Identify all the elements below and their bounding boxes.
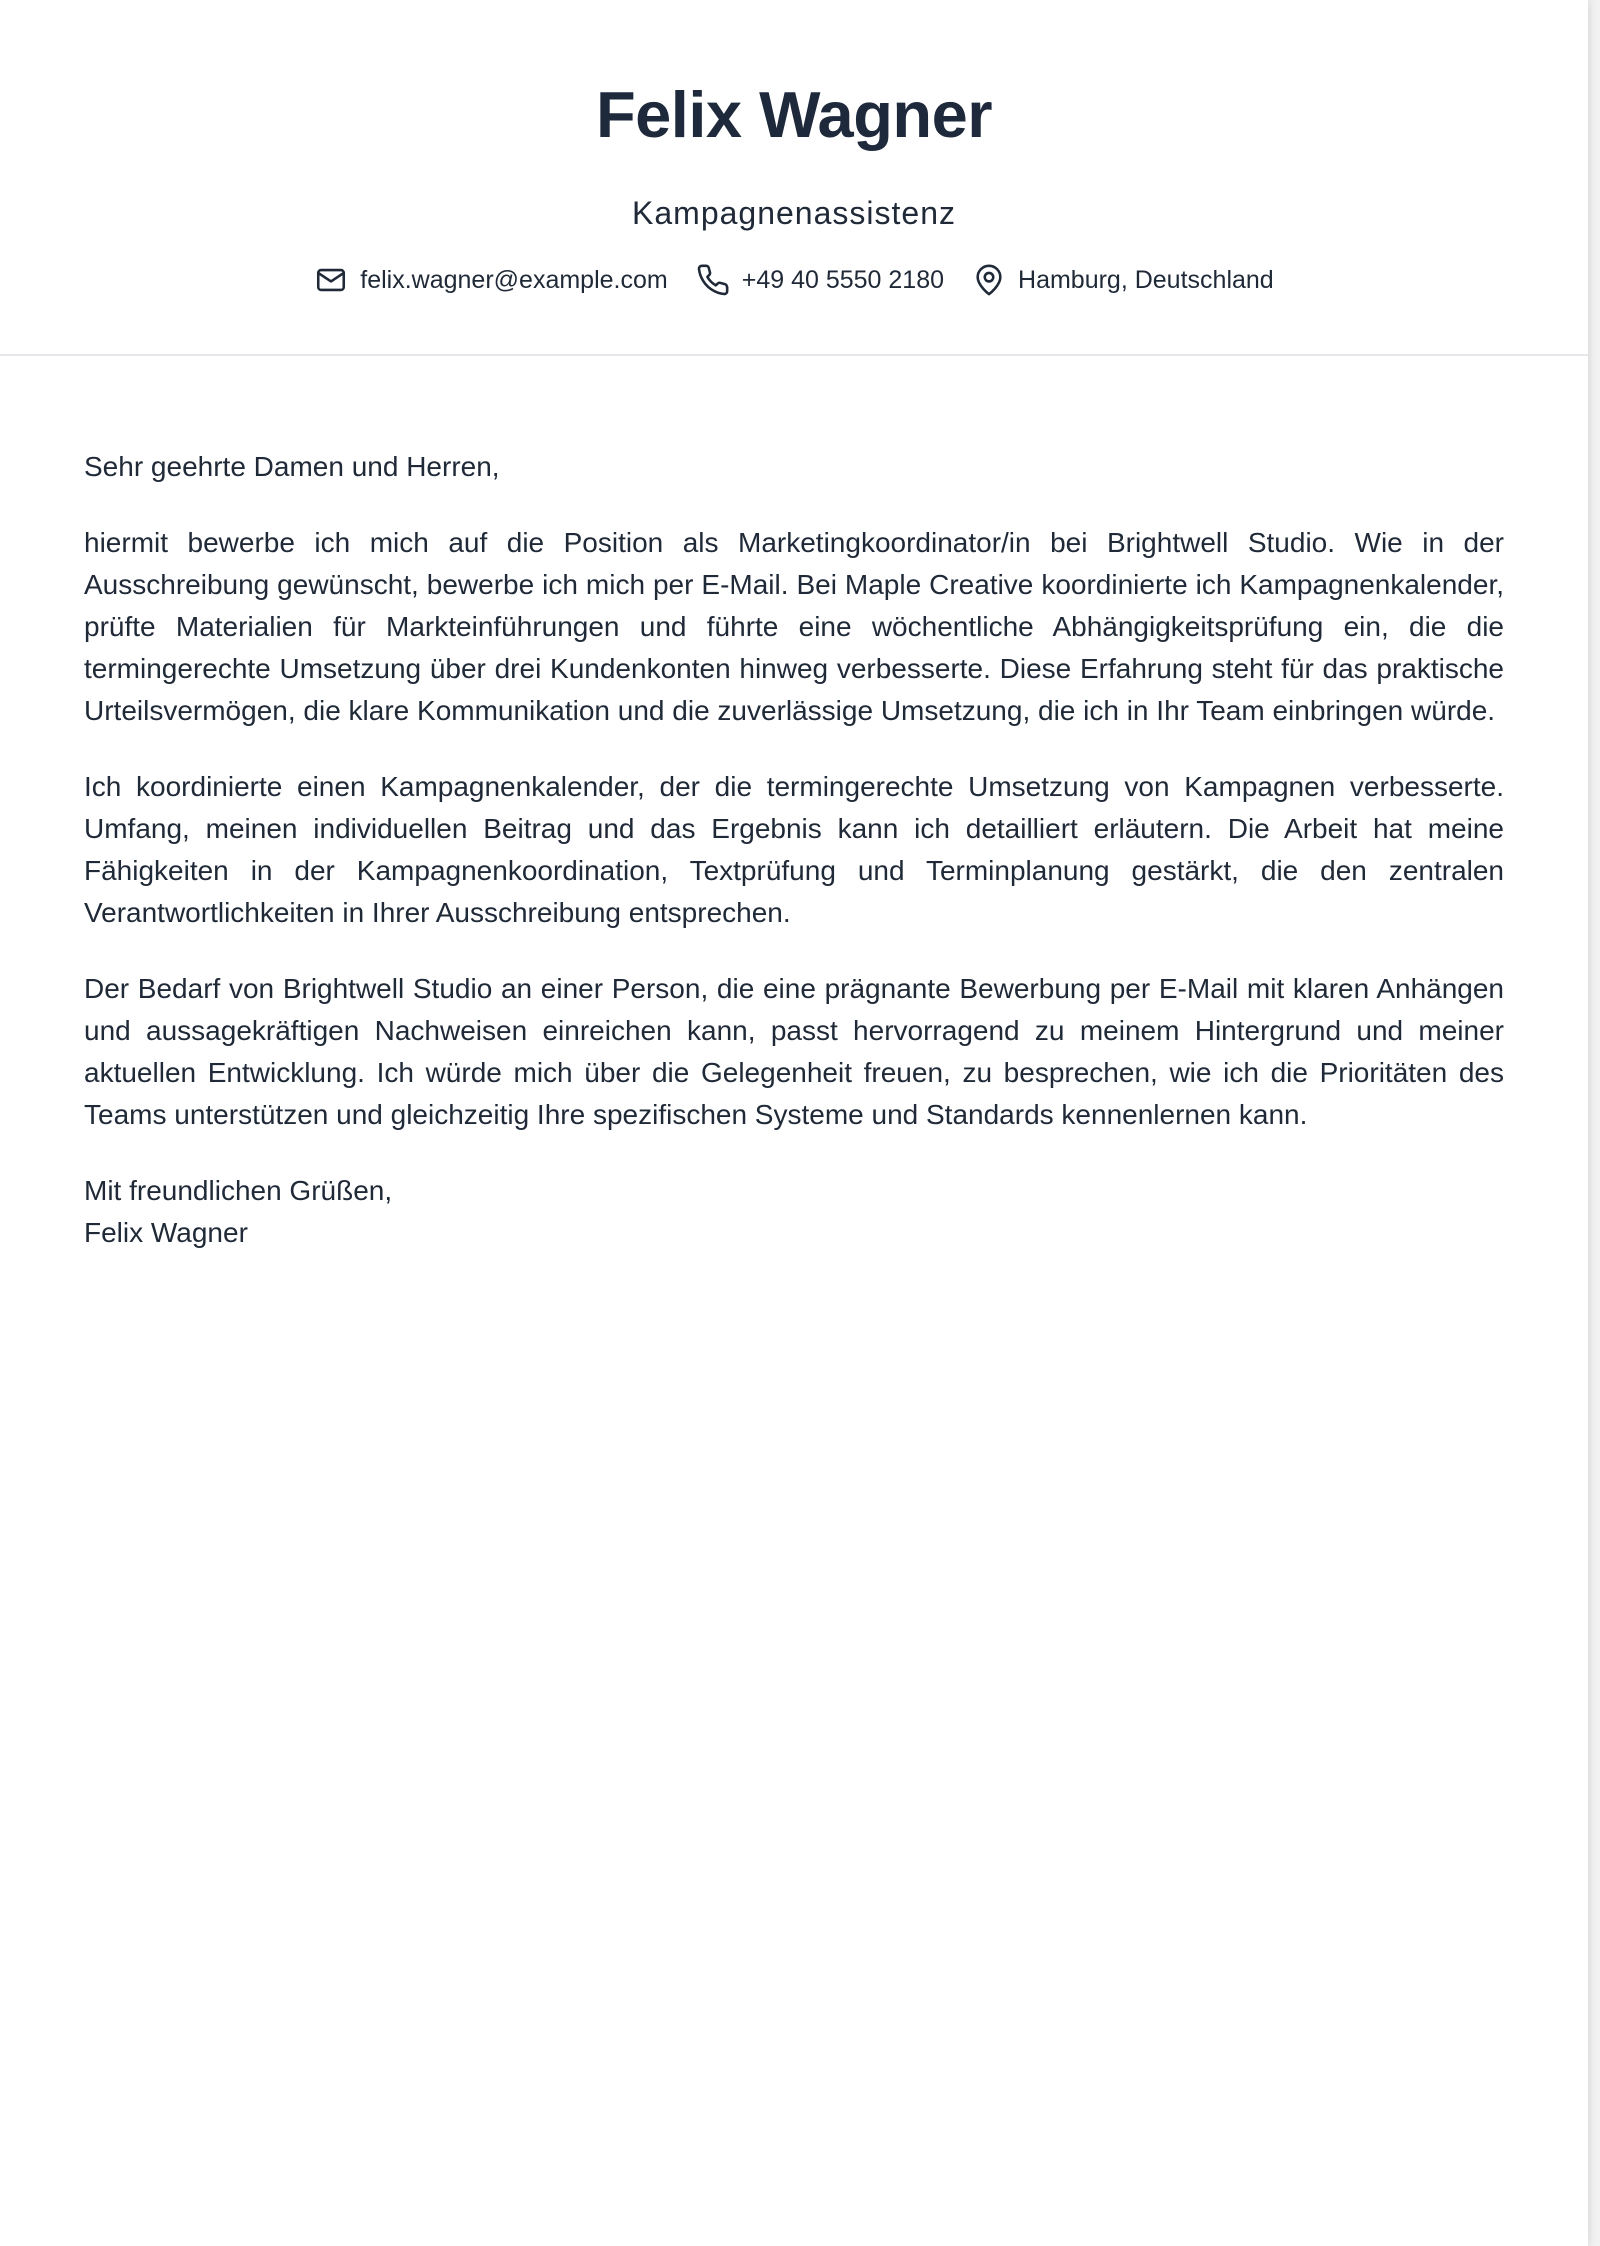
phone-icon xyxy=(696,263,730,297)
contact-phone-text: +49 40 5550 2180 xyxy=(741,266,945,294)
contact-email-text: felix.wagner@example.com xyxy=(360,266,668,294)
salutation: Sehr geehrte Damen und Herren, xyxy=(84,451,500,482)
mail-icon xyxy=(314,263,348,297)
letter-body xyxy=(84,446,1504,1254)
applicant-name: Felix Wagner xyxy=(595,78,993,151)
paragraph-2: Ich koordinierte einen Kampagnenkalender, der die termingerechte Umsetzung von Kampagnen verbesserte. Umfang, meinen individuellen Beitrag und das Ergebnis kann ich detailliert erläutern. Die Arbeit hat meine Fähigkeiten in der Kampagnenkoordination, Textprüfung und Terminplanung gestärkt, die den zentralen Verantwortlichkeiten in Ihrer Ausschreibung entsprechen. xyxy=(84,771,1504,928)
contact-email[interactable] xyxy=(314,262,667,298)
paragraph-3: Der Bedarf von Brightwell Studio an einer Person, die eine prägnante Bewerbung per E-Mail mit klaren Anhängen und aussagekräftigen Nachweisen einreichen kann, passt hervorragend zu meinem Hintergrund und meiner aktuellen Entwicklung. Ich würde mich über die Gelegenheit freuen, zu besprechen, wie ich die Prioritäten des Teams unterstützen und gleichzeitig Ihre spezifischen Systeme und Standards kennenlernen kann. xyxy=(84,973,1504,1130)
contact-location xyxy=(972,262,1274,298)
closing: Mit freundlichen Grüßen, xyxy=(84,1175,393,1206)
letter-header xyxy=(0,0,1588,356)
map-pin-icon xyxy=(972,263,1006,297)
contact-bar xyxy=(0,262,1588,298)
applicant-role: Kampagnenassistenz xyxy=(632,195,956,231)
contact-location-text: Hamburg, Deutschland xyxy=(1018,266,1274,294)
paragraph-1: hiermit bewerbe ich mich auf die Position als Marketingkoordinator/in bei Brightwell Studio. Wie in der Ausschreibung gewünscht, bewerbe ich mich per E-Mail. Bei Maple Creative koordinierte ich Kampagnenkalender, prüfte Materialien für Markteinführungen und führte eine wöchentliche Abhängigkeitsprüfung ein, die die termingerechte Umsetzung über drei Kundenkonten hinweg verbesserte. Diese Erfahrung steht für das praktische Urteilsvermögen, die klare Kommunikation und die zuverlässige Umsetzung, die ich in Ihr Team einbringen würde. xyxy=(84,527,1504,726)
contact-phone[interactable] xyxy=(696,262,944,298)
signature: Felix Wagner xyxy=(84,1217,248,1248)
